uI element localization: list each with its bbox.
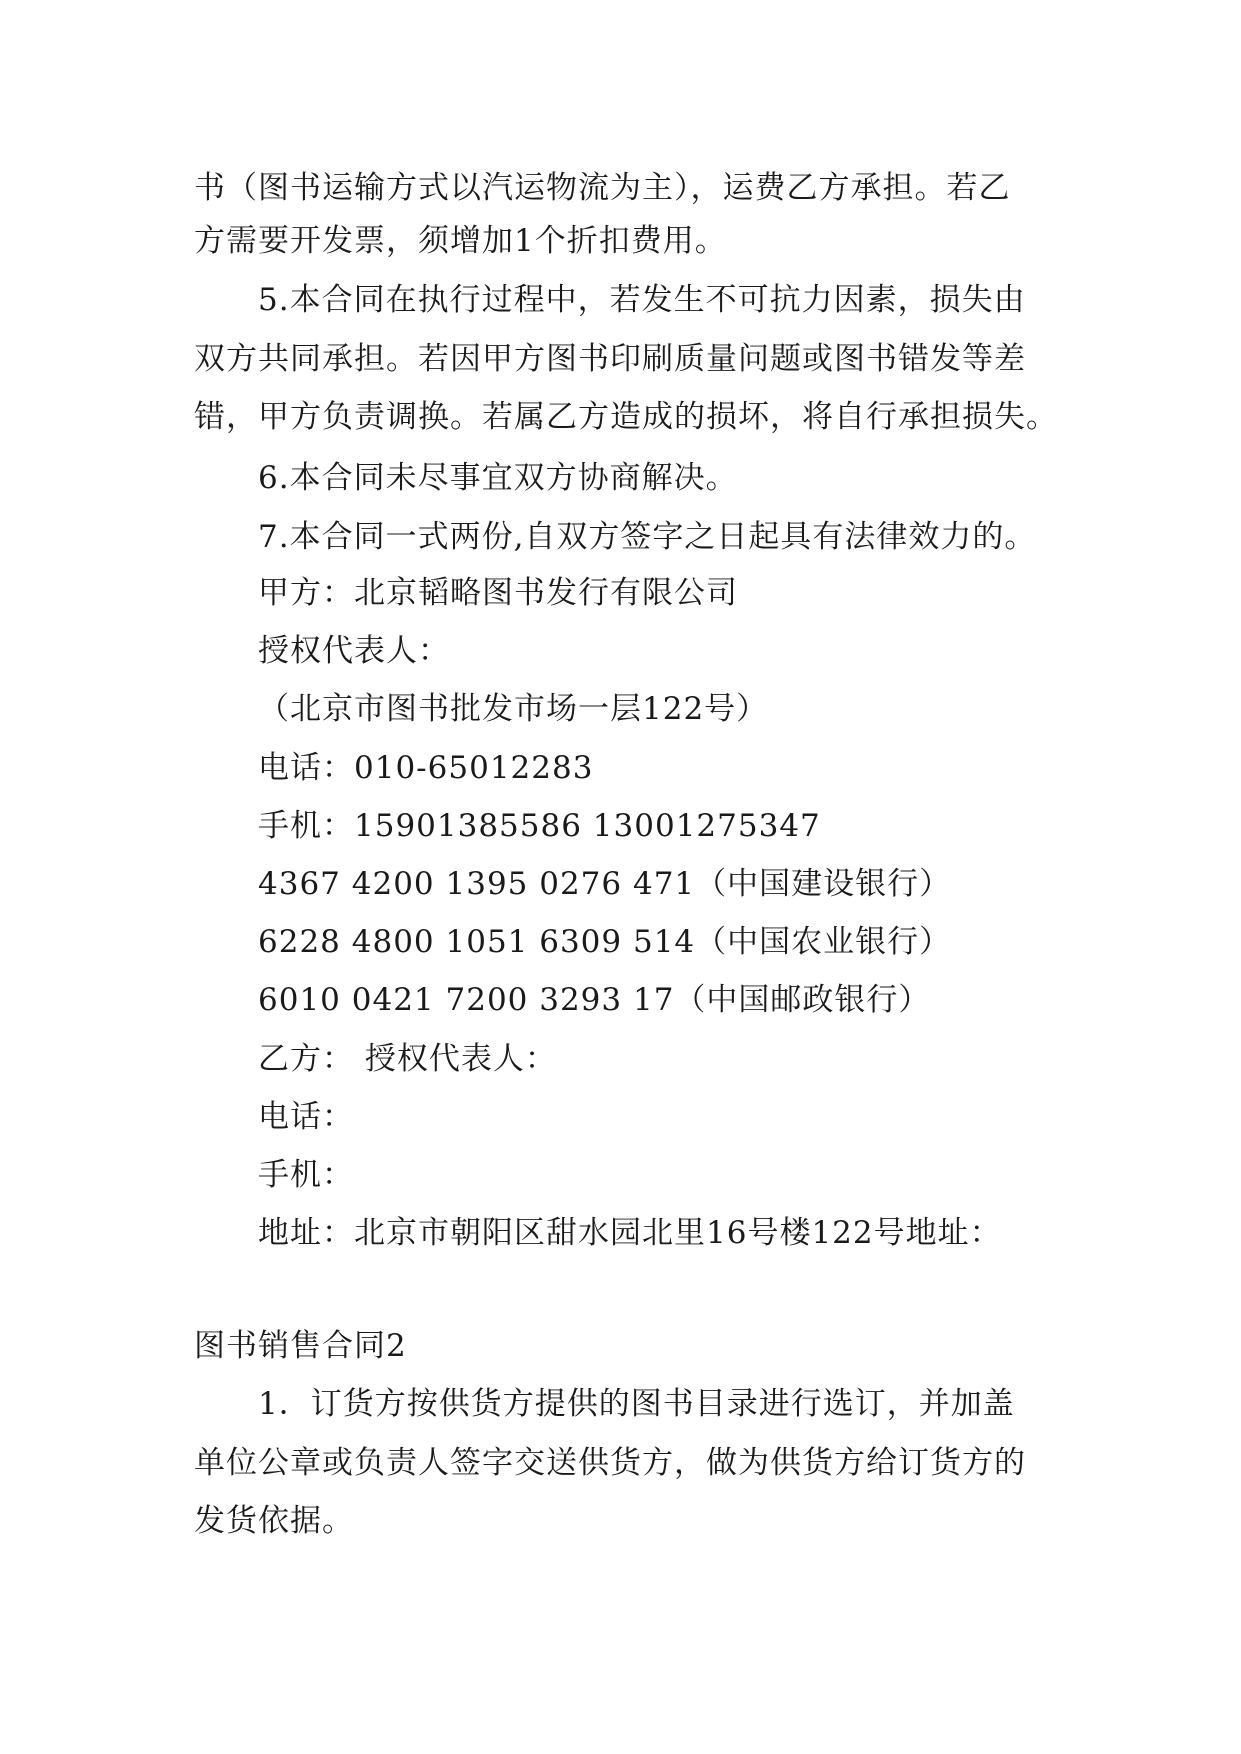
party-a-mobile: 手机：15901385586 13001275347 bbox=[258, 808, 821, 844]
party-a-address: （北京市图书批发市场一层122号） bbox=[258, 691, 769, 727]
party-a-representative: 授权代表人： bbox=[258, 633, 450, 669]
bank-account: 6228 4800 1051 6309 514（中国农业银行） bbox=[258, 924, 952, 960]
party-b-mobile: 手机： bbox=[258, 1157, 354, 1193]
paragraph-line: 双方共同承担。若因甲方图书印刷质量问题或图书错发等差 bbox=[194, 341, 1026, 377]
address-line: 地址：北京市朝阳区甜水园北里16号楼122号地址： bbox=[258, 1215, 1002, 1251]
paragraph-line: 方需要开发票，须增加1个折扣费用。 bbox=[194, 223, 727, 259]
clause-1: 1．订货方按供货方提供的图书目录进行选订，并加盖 bbox=[258, 1386, 1015, 1422]
party-a-phone: 电话：010-65012283 bbox=[258, 750, 594, 786]
section-title: 图书销售合同2 bbox=[194, 1328, 407, 1364]
paragraph-line: 单位公章或负责人签字交送供货方，做为供货方给订货方的 bbox=[194, 1445, 1026, 1481]
clause-7: 7.本合同一式两份,自双方签字之日起具有法律效力的。 bbox=[258, 519, 1037, 555]
clause-5: 5.本合同在执行过程中，若发生不可抗力因素，损失由 bbox=[258, 282, 1026, 318]
paragraph-line: 发货依据。 bbox=[194, 1503, 354, 1539]
party-b-phone: 电话： bbox=[258, 1099, 354, 1135]
clause-6: 6.本合同未尽事宜双方协商解决。 bbox=[258, 460, 738, 496]
paragraph-line: 书（图书运输方式以汽运物流为主），运费乙方承担。若乙 bbox=[194, 170, 1011, 206]
party-a: 甲方：北京韬略图书发行有限公司 bbox=[258, 575, 738, 611]
bank-account: 6010 0421 7200 3293 17（中国邮政银行） bbox=[258, 982, 931, 1018]
bank-account: 4367 4200 1395 0276 471（中国建设银行） bbox=[258, 866, 952, 902]
paragraph-line: 错，甲方负责调换。若属乙方造成的损坏，将自行承担损失。 bbox=[194, 399, 1058, 435]
party-b: 乙方： 授权代表人： bbox=[258, 1041, 557, 1077]
